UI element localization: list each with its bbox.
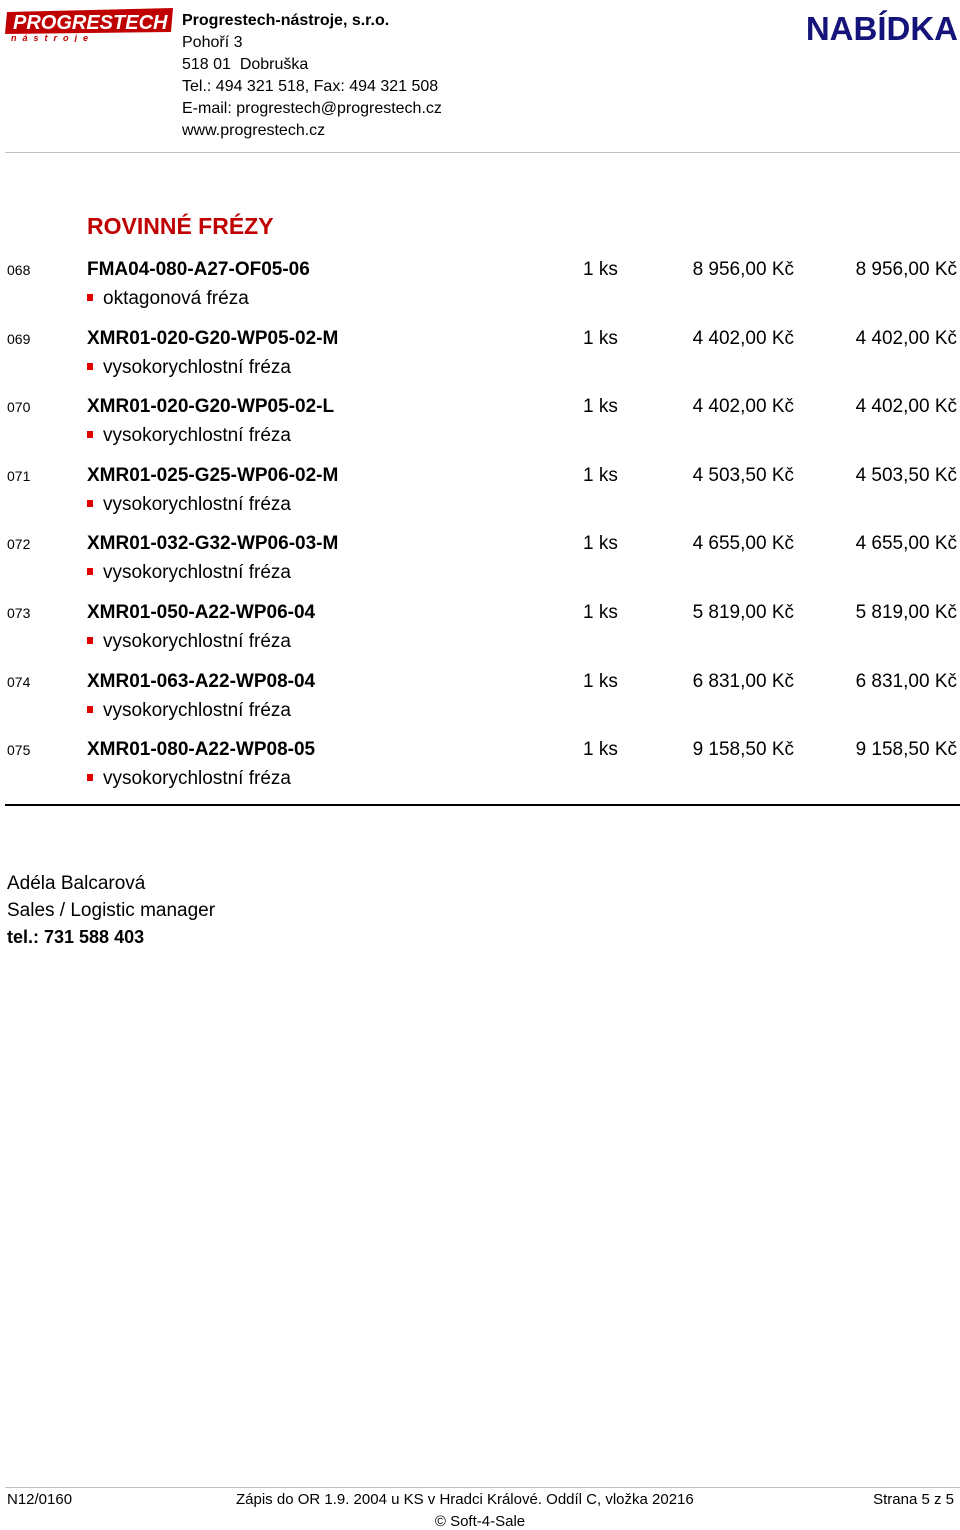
item-total-price: 4 503,50 Kč: [855, 464, 957, 486]
logo-subtitle: nástroje: [11, 33, 95, 42]
item-code: XMR01-080-A22-WP08-05: [87, 739, 316, 761]
item-code: XMR01-032-G32-WP06-03-M: [87, 533, 339, 555]
table-row: [0, 602, 960, 673]
footer-page-number: Strana 5 z 5: [873, 1491, 954, 1508]
item-quantity: 1 ks: [583, 739, 618, 761]
footer-registration: Zápis do OR 1.9. 2004 u KS v Hradci Králové. Oddíl C, vložka 20216: [236, 1491, 694, 1508]
item-unit-price: 6 831,00 Kč: [692, 670, 794, 692]
contact-name: Adéla Balcarová: [7, 873, 146, 894]
bullet-icon: [87, 363, 93, 370]
contact-role: Sales / Logistic manager: [7, 900, 216, 921]
table-bottom-rule: [5, 804, 960, 806]
item-number: 070: [7, 399, 31, 416]
section-title: ROVINNÉ FRÉZY: [87, 213, 274, 239]
item-quantity: 1 ks: [583, 670, 618, 692]
item-description: [87, 357, 291, 379]
item-unit-price: 9 158,50 Kč: [692, 739, 794, 761]
item-number: 072: [7, 536, 31, 553]
bullet-icon: [87, 774, 93, 781]
item-description-text: vysokorychlostní fréza: [103, 631, 291, 652]
item-quantity: 1 ks: [583, 533, 618, 555]
item-total-price: 5 819,00 Kč: [855, 602, 957, 623]
company-phone-fax: Tel.: 494 321 518, Fax: 494 321 508: [182, 78, 439, 95]
item-unit-price: 8 956,00 Kč: [692, 259, 794, 280]
item-number: 074: [7, 673, 31, 690]
logo-text: PROGRESTECH: [13, 12, 168, 34]
item-code: FMA04-080-A27-OF05-06: [87, 259, 310, 280]
company-logo: [5, 8, 175, 42]
item-number: 068: [7, 262, 31, 278]
item-total-price: 4 402,00 Kč: [855, 396, 957, 418]
item-number: 069: [7, 330, 31, 347]
item-code: XMR01-025-G25-WP06-02-M: [87, 464, 339, 486]
footer-reference: N12/0160: [7, 1491, 73, 1508]
item-number: 073: [7, 605, 31, 621]
bullet-icon: [87, 294, 93, 301]
item-description-text: vysokorychlostní fréza: [103, 699, 291, 721]
company-street: Pohoří 3: [182, 34, 243, 51]
footer-divider: [5, 1487, 960, 1488]
item-description-text: vysokorychlostní fréza: [103, 562, 291, 584]
item-description: [87, 562, 291, 584]
company-web: www.progrestech.cz: [182, 122, 326, 139]
bullet-icon: [87, 637, 93, 644]
table-row: [0, 327, 960, 399]
item-unit-price: 5 819,00 Kč: [692, 602, 794, 623]
bullet-icon: [87, 431, 93, 438]
footer-copyright: © Soft-4-Sale: [434, 1513, 526, 1530]
item-quantity: 1 ks: [583, 602, 618, 623]
document-title: NABÍDKA: [805, 10, 958, 47]
table-row: [0, 396, 960, 467]
item-description: [87, 494, 291, 516]
item-unit-price: 4 503,50 Kč: [692, 464, 794, 486]
item-quantity: 1 ks: [583, 327, 618, 349]
header-divider: [5, 152, 960, 153]
company-city: 518 01 Dobruška: [182, 56, 309, 73]
item-total-price: 8 956,00 Kč: [855, 259, 957, 280]
item-description: [87, 700, 291, 722]
item-description-text: vysokorychlostní fréza: [103, 493, 291, 515]
item-unit-price: 4 655,00 Kč: [692, 533, 794, 555]
item-total-price: 4 655,00 Kč: [855, 533, 957, 555]
item-unit-price: 4 402,00 Kč: [692, 327, 794, 349]
item-quantity: 1 ks: [583, 396, 618, 418]
table-row: [0, 533, 960, 604]
item-total-price: 6 831,00 Kč: [855, 670, 957, 692]
item-total-price: 9 158,50 Kč: [855, 739, 957, 761]
item-description: [87, 425, 291, 447]
company-name: Progrestech-nástroje, s.r.o.: [182, 12, 390, 29]
company-address-block: [182, 10, 442, 142]
bullet-icon: [87, 706, 93, 713]
contact-block: [7, 870, 215, 951]
item-description: [87, 288, 249, 310]
item-number: 075: [7, 742, 31, 759]
table-row: [0, 739, 960, 810]
item-code: XMR01-020-G20-WP05-02-M: [87, 327, 339, 349]
table-row: [0, 464, 960, 536]
item-quantity: 1 ks: [583, 464, 618, 486]
bullet-icon: [87, 568, 93, 575]
item-quantity: 1 ks: [583, 259, 618, 280]
item-code: XMR01-050-A22-WP06-04: [87, 602, 316, 623]
item-number: 071: [7, 467, 31, 484]
item-unit-price: 4 402,00 Kč: [692, 396, 794, 418]
item-code: XMR01-020-G20-WP05-02-L: [87, 396, 335, 418]
item-total-price: 4 402,00 Kč: [855, 327, 957, 349]
company-email: E-mail: progrestech@progrestech.cz: [182, 100, 442, 117]
contact-phone: tel.: 731 588 403: [7, 927, 145, 947]
item-code: XMR01-063-A22-WP08-04: [87, 670, 316, 692]
item-description: [87, 631, 291, 653]
table-row: [0, 259, 960, 330]
item-description-text: oktagonová fréza: [103, 288, 249, 309]
table-row: [0, 670, 960, 742]
item-description: [87, 768, 291, 790]
item-description-text: vysokorychlostní fréza: [103, 768, 291, 790]
item-description-text: vysokorychlostní fréza: [103, 425, 291, 447]
item-description-text: vysokorychlostní fréza: [103, 356, 291, 378]
bullet-icon: [87, 500, 93, 507]
